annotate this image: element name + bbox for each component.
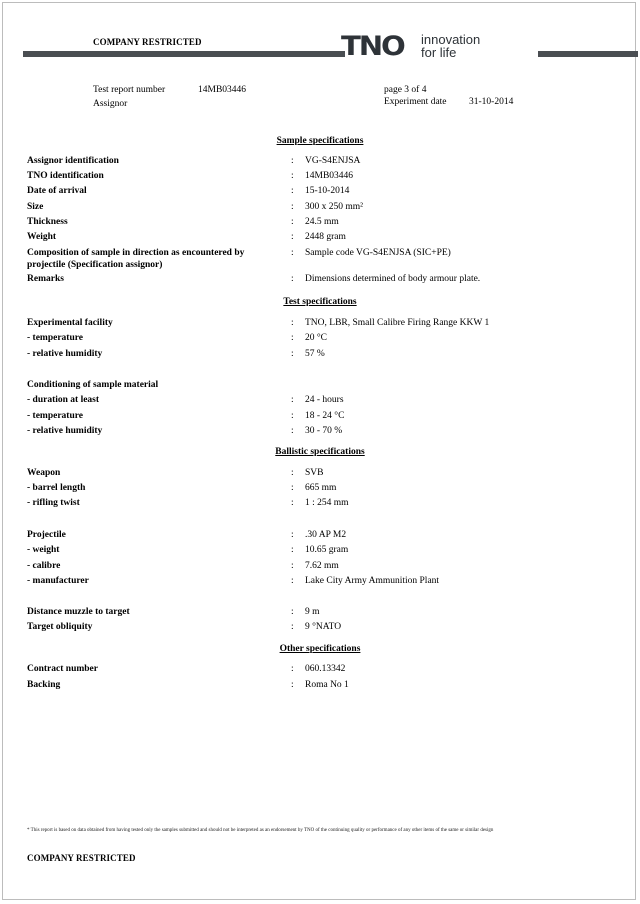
spec-label: TNO identification (27, 171, 104, 181)
spec-label-line-2: projectile (Specification assignor) (27, 260, 163, 270)
spec-label: Experimental facility (27, 318, 113, 328)
separator: : (291, 468, 294, 478)
spec-label: - calibre (27, 561, 61, 571)
separator: : (291, 349, 294, 359)
spec-label: - barrel length (27, 483, 86, 493)
spec-label: Thickness (27, 217, 68, 227)
separator: : (291, 498, 294, 508)
spec-value: Roma No 1 (305, 680, 349, 690)
separator: : (291, 318, 294, 328)
separator: : (291, 202, 294, 212)
separator: : (291, 622, 294, 632)
separator: : (291, 248, 294, 258)
assignor-label: Assignor (93, 99, 128, 109)
spec-label: Backing (27, 680, 61, 690)
spec-value: SVB (305, 468, 324, 478)
spec-label: Weapon (27, 468, 61, 478)
separator: : (291, 545, 294, 555)
spec-value: 30 - 70 % (305, 426, 343, 436)
spec-label: - weight (27, 545, 60, 555)
spec-label: Date of arrival (27, 186, 87, 196)
spec-label: - duration at least (27, 395, 100, 405)
spec-value: 10.65 gram (305, 545, 349, 555)
spec-value: Sample code VG-S4ENJSA (SIC+PE) (305, 248, 451, 258)
classification-footer: COMPANY RESTRICTED (27, 853, 136, 863)
spec-label: - relative humidity (27, 349, 103, 359)
spec-value: 24.5 mm (305, 217, 339, 227)
spec-value: 1 : 254 mm (305, 498, 349, 508)
spec-label: Distance muzzle to target (27, 607, 130, 617)
spec-row (27, 247, 627, 271)
spec-label: Remarks (27, 274, 64, 284)
separator: : (291, 333, 294, 343)
spec-label-line-1: Composition of sample in direction as encountered by (27, 248, 245, 258)
spec-label: Size (27, 202, 44, 212)
separator: : (291, 664, 294, 674)
spec-label: Conditioning of sample material (27, 380, 159, 390)
spec-value: 24 - hours (305, 395, 344, 405)
spec-label: Target obliquity (27, 622, 93, 632)
separator: : (291, 395, 294, 405)
separator: : (291, 607, 294, 617)
spec-label: Projectile (27, 530, 66, 540)
separator: : (291, 156, 294, 166)
logo-mark: TNO (341, 31, 404, 62)
separator: : (291, 232, 294, 242)
spec-value: Lake City Army Ammunition Plant (305, 576, 440, 586)
logo-tagline-1: innovation (421, 32, 481, 47)
page-indicator: page 3 of 4 (384, 85, 427, 95)
spec-value: 2448 gram (305, 232, 346, 242)
header-rule-right (538, 51, 638, 57)
spec-value: .30 AP M2 (305, 530, 347, 540)
separator: : (291, 576, 294, 586)
disclaimer-footnote: * This report is based on data obtained from having tested only the samples submitted and should not be interpreted as an endorsement by TNO of the continuing quality or performance of any other items of the same or similar design (27, 828, 494, 833)
separator: : (291, 483, 294, 493)
spec-value: 20 °C (305, 333, 328, 343)
spec-value: 15-10-2014 (305, 186, 350, 196)
spec-label: Assignor identification (27, 156, 119, 166)
report-number-label: Test report number (93, 85, 166, 95)
separator: : (291, 680, 294, 690)
spec-value: VG-S4ENJSA (305, 156, 361, 166)
header-rule-left (23, 51, 345, 57)
separator: : (291, 411, 294, 421)
report-number: 14MB03446 (198, 85, 247, 95)
separator: : (291, 530, 294, 540)
spec-label: Weight (27, 232, 57, 242)
report-page (2, 2, 636, 900)
section-title-test: Test specifications (283, 297, 357, 307)
spec-label: - manufacturer (27, 576, 89, 586)
experiment-date: 31-10-2014 (469, 97, 514, 107)
separator: : (291, 171, 294, 181)
spec-label: - rifling twist (27, 498, 80, 508)
tno-logo (341, 33, 531, 63)
spec-label: - relative humidity (27, 426, 103, 436)
logo-tagline-2: for life (421, 45, 457, 60)
spec-label: - temperature (27, 333, 84, 343)
spec-value: 57 % (305, 349, 325, 359)
separator: : (291, 217, 294, 227)
separator: : (291, 274, 294, 284)
spec-value: 9 m (305, 607, 320, 617)
spec-value: TNO, LBR, Small Calibre Firing Range KKW 1 (305, 318, 490, 328)
section-title-sample: Sample specifications (276, 136, 364, 146)
spec-label: - temperature (27, 411, 84, 421)
spec-value: 14MB03446 (305, 171, 354, 181)
spec-value: 060.13342 (305, 664, 346, 674)
spec-value: Dimensions determined of body armour plate. (305, 274, 481, 284)
section-title-ballistic: Ballistic specifications (275, 447, 365, 457)
logo-tagline (421, 33, 480, 59)
separator: : (291, 186, 294, 196)
spec-value: 9 °NATO (305, 622, 342, 632)
experiment-date-label: Experiment date (384, 97, 447, 107)
spec-label (27, 247, 282, 271)
separator: : (291, 426, 294, 436)
classification-header: COMPANY RESTRICTED (93, 37, 202, 47)
separator: : (291, 561, 294, 571)
spec-value: 18 - 24 °C (305, 411, 345, 421)
spec-value: 300 x 250 mm² (305, 202, 364, 212)
spec-value: 665 mm (305, 483, 337, 493)
spec-label: Contract number (27, 664, 98, 674)
spec-value: 7.62 mm (305, 561, 339, 571)
section-title-other: Other specifications (279, 644, 361, 654)
